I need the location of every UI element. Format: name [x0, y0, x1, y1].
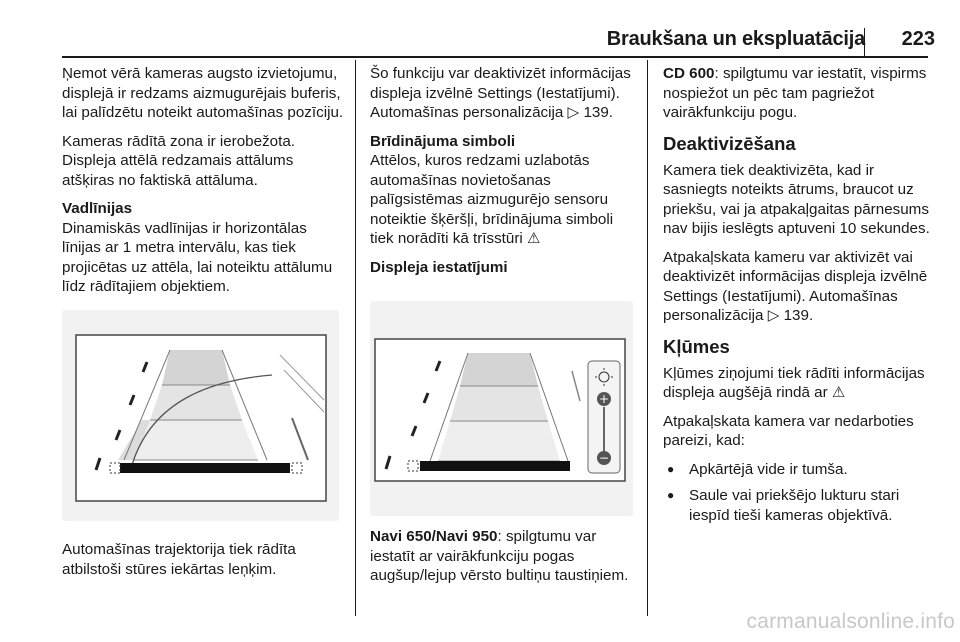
page-reference-arrow-icon: ▷ — [567, 104, 580, 121]
paragraph: Atpakaļskata kameru var aktivizēt vai deaktivizēt informācijas displeja izvēlnē Settings (Iestatījumi). Automašīnas personalizācija ▷ 139. — [663, 248, 928, 324]
column-1-caption — [62, 540, 347, 588]
list-item: ● Apkārtējā vide ir tumša. — [663, 460, 933, 480]
list-item: ● Saule vai priekšējo lukturu stari iespīd tieši kameras objektīvā. — [663, 486, 933, 525]
column-divider-2 — [647, 60, 648, 616]
paragraph: Kamera tiek deaktivizēta, kad ir sasniegts noteikts ātrums, braucot uz priekšu, vai ja atpakaļgaitas pārnesums nav bijis ieslēgts aptuveni 10 sekundes. — [663, 161, 930, 237]
column-divider-1 — [355, 60, 356, 616]
svg-text:−: − — [598, 451, 610, 465]
display-settings-figure — [370, 301, 633, 516]
page-number: 223 — [901, 28, 935, 50]
warning-triangle-icon: ⚠ — [831, 384, 846, 401]
camera-guidelines-figure — [62, 310, 339, 521]
paragraph: Kameras rādītā zona ir ierobežota. Displeja attēlā redzamais attālums atšķiras no faktiskā attāluma. — [62, 132, 295, 189]
paragraph: Attēlos, kuros redzami uzlabotās automašīnas novietošanas palīgsistēmas aizmugurējo sensoru noteiktie šķēršļi, brīdinājuma simboli tiek norādīti kā trīsstūri ⚠ — [370, 152, 614, 247]
paragraph: Automašīnas trajektorija tiek rādīta atbilstoši stūres iekārtas leņķim. — [62, 541, 296, 578]
paragraph: Šo funkciju var deaktivizēt informācijas displeja izvēlnē Settings (Iestatījumi). Automašīnas personalizācija ▷ 139. — [370, 65, 631, 121]
section-heading-deactivation: Deaktivizēšana — [663, 132, 796, 154]
watermark: carmanualsonline.info — [746, 610, 955, 633]
bullet-list — [663, 460, 933, 526]
warning-triangle-icon: ⚠ — [527, 230, 541, 247]
page-header-title: Braukšana un ekspluatācija — [606, 28, 865, 50]
column-1 — [62, 64, 347, 306]
paragraph: Dinamiskās vadlīnijas ir horizontālas līnijas ar 1 metra intervālu, kas tiek projicētas uz attēla, lai noteiktu attālumu līdz rādītajiem objektiem. — [62, 219, 333, 295]
svg-text:+: + — [598, 392, 610, 406]
header-divider-tick — [864, 28, 865, 58]
page-reference-arrow-icon: ▷ — [767, 307, 780, 324]
section-heading-warning-symbols: Brīdinājuma simboli — [370, 132, 516, 150]
paragraph: Navi 650/Navi 950: spilgtumu var iestatīt ar vairākfunkciju pogas augšup/lejup vērsto bultiņu taustiņiem. — [370, 528, 629, 584]
column-2-lower — [370, 527, 640, 595]
header-rule — [62, 56, 928, 58]
paragraph: Kļūmes ziņojumi tiek rādīti informācijas displeja augšējā rindā ar ⚠ — [663, 364, 925, 401]
paragraph: CD 600: spilgtumu var iestatīt, vispirms nospiežot un pēc tam pagriežot vairākfunkciju pogu. — [663, 65, 927, 121]
section-heading-display-settings: Displeja iestatījumi — [370, 258, 508, 276]
paragraph: Ņemot vērā kameras augsto izvietojumu, displejā ir redzams aizmugurējais buferis, lai palīdzētu noteikt automašīnas pozīciju. — [62, 65, 344, 121]
section-heading-errors: Kļūmes — [663, 335, 730, 357]
paragraph: Atpakaļskata kamera var nedarboties pareizi, kad: — [663, 412, 914, 449]
column-3 — [663, 64, 933, 532]
section-heading-guidelines: Vadlīnijas — [62, 200, 133, 217]
column-2 — [370, 64, 640, 277]
